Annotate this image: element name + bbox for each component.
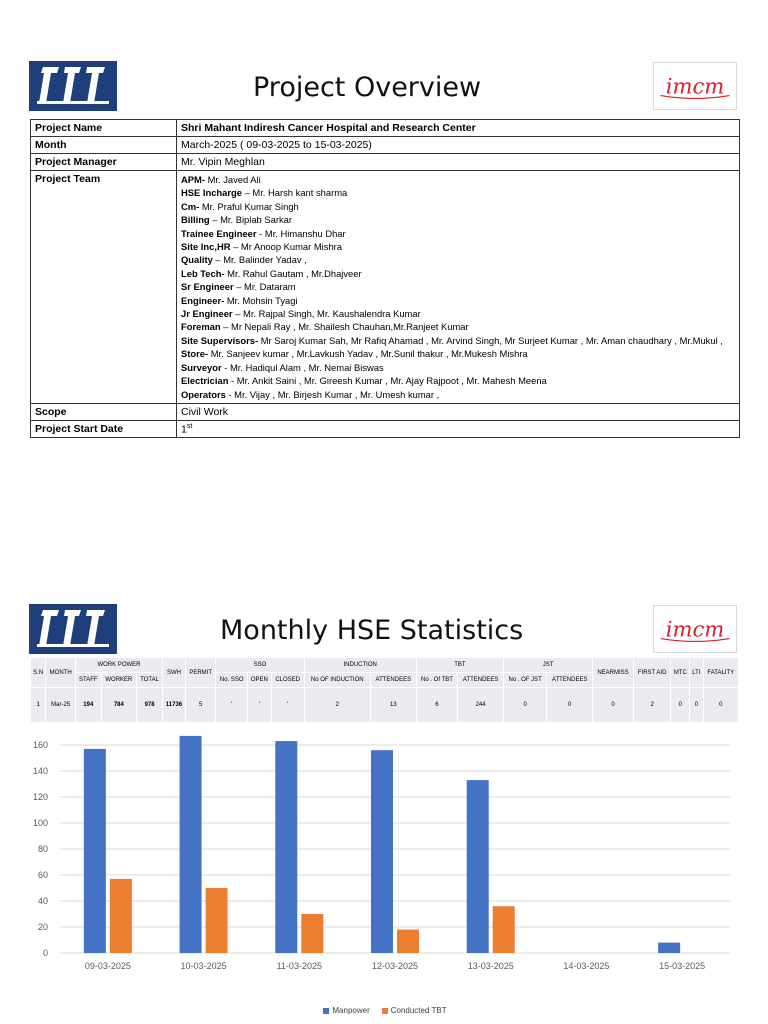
chart-legend bbox=[30, 1006, 740, 1015]
table-row bbox=[31, 688, 738, 722]
manpower-tbt-chart bbox=[30, 734, 740, 1024]
table-cell: ' bbox=[248, 688, 271, 722]
team-member: Store- Mr. Sanjeev kumar , Mr.Lavkush Yadav , Mr.Sunil thakur , Mr.Mukesh Mishra bbox=[181, 348, 528, 360]
table-cell: 2 bbox=[634, 688, 670, 722]
table-cell: 0 bbox=[547, 688, 592, 722]
row-label: Project Name bbox=[31, 120, 177, 137]
start-date-value: 1st bbox=[177, 420, 740, 438]
col-sso: SSO bbox=[216, 658, 303, 672]
y-tick-label: 60 bbox=[37, 870, 48, 880]
team-member: HSE Incharge – Mr. Harsh kant sharma bbox=[181, 187, 348, 199]
hse-statistics-table bbox=[30, 657, 739, 723]
x-tick-label: 12-03-2025 bbox=[371, 961, 419, 971]
team-member: Cm- Mr. Praful Kumar Singh bbox=[181, 200, 299, 212]
table-header-row bbox=[31, 658, 738, 672]
y-tick-label: 40 bbox=[37, 896, 48, 906]
col-no-jst: No . OF JST bbox=[504, 673, 546, 687]
bar-manpower bbox=[467, 780, 489, 953]
col-month: MONTH bbox=[46, 658, 75, 687]
team-member: Foreman – Mr Nepali Ray , Mr. Shailesh Chauhan,Mr.Ranjeet Kumar bbox=[181, 321, 469, 333]
table-cell: 784 bbox=[102, 688, 137, 722]
col-swh: SWH bbox=[163, 658, 185, 687]
table-cell: 0 bbox=[690, 688, 702, 722]
team-member: Site Supervisors- Mr Saroj Kumar Sah, Mr Rafiq Ahamad , Mr. Arvind Singh, Mr Surjeet Kumar , Mr. Aman chaudhary , Mr.Mukul , bbox=[181, 334, 723, 346]
page-title: Monthly HSE Statistics bbox=[220, 615, 524, 646]
client-logo bbox=[653, 605, 737, 653]
table-cell: 0 bbox=[704, 688, 738, 722]
col-no-sso: No. SSO bbox=[216, 673, 247, 687]
table-row bbox=[31, 403, 740, 420]
table-cell: 13 bbox=[371, 688, 416, 722]
project-name-value: Shri Mahant Indiresh Cancer Hospital and Research Center bbox=[177, 120, 740, 137]
table-cell: ' bbox=[272, 688, 304, 722]
row-label: Month bbox=[31, 137, 177, 154]
page-title: Project Overview bbox=[253, 72, 482, 103]
x-tick-label: 13-03-2025 bbox=[467, 961, 514, 971]
col-lti: LTI bbox=[690, 658, 702, 687]
y-tick-label: 0 bbox=[42, 948, 48, 958]
col-open: OPEN bbox=[248, 673, 271, 687]
team-member: Sr Engineer – Mr. Dataram bbox=[181, 281, 296, 293]
table-cell: 6 bbox=[417, 688, 457, 722]
col-nearmiss: NEARMISS bbox=[593, 658, 633, 687]
table-cell: 11736 bbox=[163, 688, 185, 722]
company-logo bbox=[29, 604, 117, 654]
team-member: Operators - Mr. Vijay , Mr. Birjesh Kumar , Mr. Umesh kumar , bbox=[181, 388, 440, 400]
team-member: Engineer- Mr. Mohsin Tyagi bbox=[181, 294, 298, 306]
table-cell: 194 bbox=[76, 688, 101, 722]
legend-swatch bbox=[323, 1008, 329, 1014]
col-no-tbt: No . Of TBT bbox=[417, 673, 457, 687]
team-member: Trainee Engineer - Mr. Himanshu Dhar bbox=[181, 227, 346, 239]
row-label: Project Team bbox=[31, 171, 177, 404]
table-cell: 5 bbox=[186, 688, 215, 722]
legend-label: Manpower bbox=[332, 1006, 370, 1015]
chart-plot bbox=[30, 734, 740, 1004]
team-member: APM- Mr. Javed Ali bbox=[181, 174, 261, 185]
svg-text:imcm: imcm bbox=[665, 73, 725, 99]
col-no-induction: No OF INDUCTION bbox=[305, 673, 370, 687]
col-sn: S.N bbox=[31, 658, 45, 687]
y-tick-label: 20 bbox=[37, 922, 48, 932]
col-fatality: FATALITY bbox=[704, 658, 738, 687]
bar-conducted-tbt bbox=[206, 888, 228, 953]
col-total: TOTAL bbox=[137, 673, 162, 687]
legend-item bbox=[382, 1006, 447, 1015]
table-row bbox=[31, 120, 740, 137]
month-value: March-2025 ( 09-03-2025 to 15-03-2025) bbox=[177, 137, 740, 154]
col-induction-attendees: ATTENDEES bbox=[371, 673, 416, 687]
svg-text:imcm: imcm bbox=[665, 616, 725, 642]
col-tbt-attendees: ATTENDEES bbox=[458, 673, 503, 687]
row-label: Project Manager bbox=[31, 154, 177, 171]
table-cell: Mar-25 bbox=[46, 688, 75, 722]
bar-conducted-tbt bbox=[397, 930, 419, 953]
y-tick-label: 80 bbox=[37, 844, 48, 854]
row-label: Scope bbox=[31, 403, 177, 420]
bar-manpower bbox=[658, 943, 680, 953]
bar-conducted-tbt bbox=[493, 906, 515, 953]
client-logo bbox=[653, 62, 737, 110]
table-cell: 0 bbox=[504, 688, 546, 722]
legend-item bbox=[323, 1006, 369, 1015]
col-staff: STAFF bbox=[76, 673, 101, 687]
bar-conducted-tbt bbox=[301, 914, 323, 953]
table-cell: 0 bbox=[593, 688, 633, 722]
col-permit: PERMIT bbox=[186, 658, 215, 687]
team-member: Billing – Mr. Biplab Sarkar bbox=[181, 214, 292, 226]
bar-manpower bbox=[275, 741, 297, 953]
project-overview-table bbox=[30, 119, 740, 438]
col-first-aid: FIRST AID bbox=[634, 658, 670, 687]
col-worker: WORKER bbox=[102, 673, 137, 687]
bar-manpower bbox=[84, 749, 106, 953]
table-row bbox=[31, 171, 740, 404]
x-tick-label: 11-03-2025 bbox=[276, 961, 322, 971]
project-manager-value: Mr. Vipin Meghlan bbox=[177, 154, 740, 171]
col-work-power: WORK POWER bbox=[76, 658, 162, 672]
team-member: Surveyor - Mr. Hadiqul Alam , Mr. Nemai Biswas bbox=[181, 361, 384, 373]
col-jst: JST bbox=[504, 658, 592, 672]
table-cell: 0 bbox=[671, 688, 689, 722]
table-row bbox=[31, 137, 740, 154]
y-tick-label: 140 bbox=[32, 766, 48, 776]
table-row bbox=[31, 154, 740, 171]
x-tick-label: 09-03-2025 bbox=[84, 961, 131, 971]
col-jst-attendees: ATTENDEES bbox=[547, 673, 592, 687]
bar-manpower bbox=[180, 736, 202, 953]
team-member: Quality – Mr. Balinder Yadav , bbox=[181, 254, 307, 266]
col-mtc: MTC bbox=[671, 658, 689, 687]
table-cell: 2 bbox=[305, 688, 370, 722]
x-tick-label: 10-03-2025 bbox=[180, 961, 227, 971]
table-row bbox=[31, 420, 740, 438]
table-cell: 978 bbox=[137, 688, 162, 722]
y-tick-label: 120 bbox=[32, 792, 48, 802]
col-tbt: TBT bbox=[417, 658, 503, 672]
scope-value: Civil Work bbox=[177, 403, 740, 420]
table-cell: ' bbox=[216, 688, 247, 722]
team-member: Jr Engineer – Mr. Rajpal Singh, Mr. Kaushalendra Kumar bbox=[181, 308, 421, 320]
col-induction: INDUCTION bbox=[305, 658, 416, 672]
legend-swatch bbox=[382, 1008, 388, 1014]
bar-manpower bbox=[371, 750, 393, 953]
table-cell: 1 bbox=[31, 688, 45, 722]
y-tick-label: 100 bbox=[32, 818, 48, 828]
team-member: Leb Tech- Mr. Rahul Gautam , Mr.Dhajveer bbox=[181, 267, 362, 279]
table-cell: 244 bbox=[458, 688, 503, 722]
project-team-list bbox=[177, 171, 740, 404]
y-tick-label: 160 bbox=[32, 740, 48, 750]
legend-label: Conducted TBT bbox=[390, 1006, 447, 1015]
row-label: Project Start Date bbox=[31, 420, 177, 438]
bar-conducted-tbt bbox=[110, 879, 132, 953]
x-tick-label: 15-03-2025 bbox=[659, 961, 706, 971]
team-member: Site Inc,HR – Mr Anoop Kumar Mishra bbox=[181, 241, 343, 253]
x-tick-label: 14-03-2025 bbox=[563, 961, 610, 971]
col-closed: CLOSED bbox=[272, 673, 304, 687]
company-logo bbox=[29, 61, 117, 111]
team-member: Electrician - Mr. Ankit Saini , Mr. Gireesh Kumar , Mr. Ajay Rajpoot , Mr. Mahesh Meena bbox=[181, 375, 547, 387]
